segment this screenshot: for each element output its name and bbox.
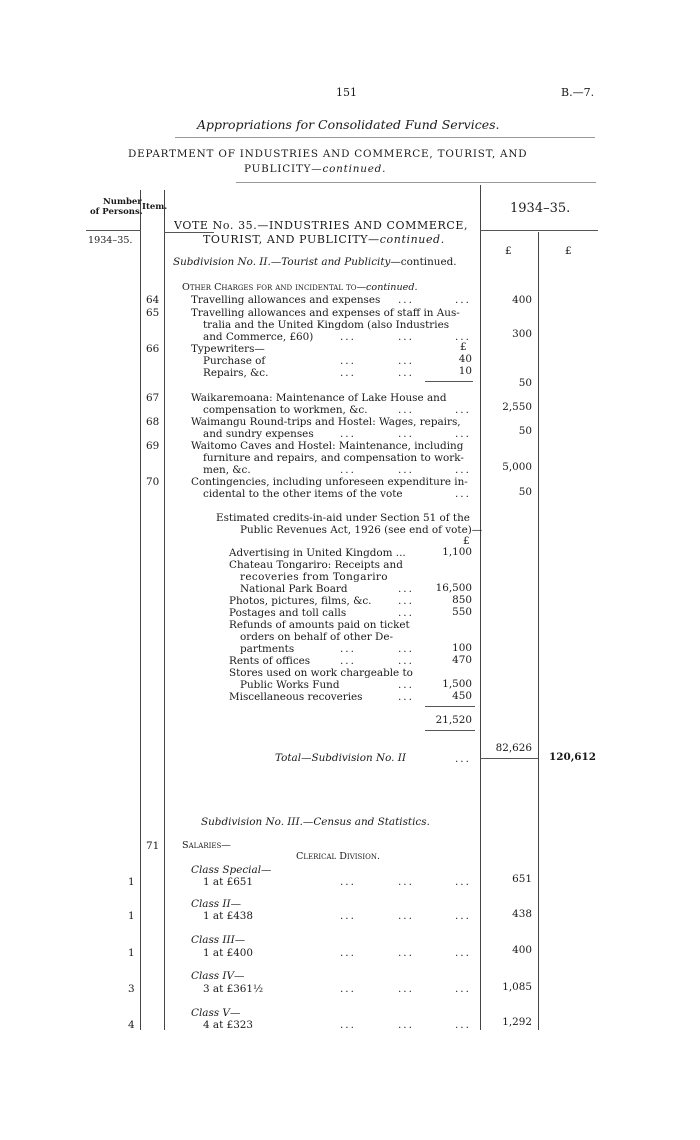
header-persons-label: of Persons. <box>90 207 143 217</box>
salaries-heading: Salaries— <box>182 840 231 851</box>
item-number: 64 <box>146 294 160 306</box>
item-description: men, &c. <box>203 464 251 476</box>
item-description: Waitomo Caves and Hostel: Maintenance, including <box>191 440 464 452</box>
typewriters-purchase-label: Purchase of <box>203 355 266 367</box>
typewriters-repairs-label: Repairs, &c. <box>203 367 269 379</box>
leader-dots: ... <box>398 983 414 995</box>
credit-value: 470 <box>452 654 472 666</box>
credit-value: 550 <box>452 606 472 618</box>
item-description: Typewriters— <box>191 343 265 355</box>
item-description: furniture and repairs, and compensation to work- <box>203 452 464 464</box>
leader-dots: ... <box>455 947 471 959</box>
credit-value: 1,500 <box>442 678 472 690</box>
header-year-left: 1934–35. <box>88 235 133 246</box>
credit-value: 450 <box>452 690 472 702</box>
item-number: 68 <box>146 416 160 428</box>
credits-total: 21,520 <box>435 714 472 726</box>
item-description: Contingencies, including unforeseen expenditure in- <box>191 476 468 488</box>
class-amount: 438 <box>512 908 532 920</box>
class-persons: 1 <box>128 876 135 888</box>
leader-dots: ... <box>398 404 414 416</box>
credits-total-rule <box>425 730 475 731</box>
leader-dots: ... <box>340 1019 356 1031</box>
credits-sum-rule <box>425 706 475 707</box>
leader-dots: ... <box>455 1019 471 1031</box>
credit-value: 1,100 <box>442 546 472 558</box>
vote-title-line2: TOURIST, AND PUBLICITY—continued. <box>203 233 445 246</box>
item-description: and sundry expenses <box>203 428 314 440</box>
item-number: 66 <box>146 343 160 355</box>
leader-dots: ... <box>340 331 356 343</box>
subdivision-3-heading: Subdivision No. III.—Census and Statistics. <box>201 816 430 828</box>
class-detail: 1 at £651 <box>203 876 254 888</box>
item-number: 71 <box>146 840 160 852</box>
credits-intro-line1: Estimated credits-in-aid under Section 51 of the <box>216 512 470 524</box>
credit-label: partments <box>240 643 295 655</box>
subdivision-2-heading: Subdivision No. II.—Tourist and Publicity—continued. <box>173 256 457 268</box>
running-title: Appropriations for Consolidated Fund Services. <box>197 117 500 132</box>
leader-dots: ... <box>340 655 356 667</box>
item-description: tralia and the United Kingdom (also Industries <box>203 319 450 331</box>
item-description: Travelling allowances and expenses <box>191 294 381 306</box>
leader-dots: ... <box>340 428 356 440</box>
class-persons: 1 <box>128 947 135 959</box>
class-persons: 3 <box>128 983 135 995</box>
leader-dots: ... <box>455 983 471 995</box>
leader-dots: ... <box>398 643 414 655</box>
credits-pound-sign: £ <box>463 535 470 547</box>
class-detail: 4 at £323 <box>203 1019 254 1031</box>
leader-dots: ... <box>398 876 414 888</box>
class-name: Class III— <box>191 934 246 946</box>
class-name: Class V— <box>191 1007 241 1019</box>
leader-dots: ... <box>455 876 471 888</box>
credit-value: 100 <box>452 642 472 654</box>
credit-value: 850 <box>452 594 472 606</box>
class-name: Class Special— <box>191 864 272 876</box>
leader-dots: ... <box>398 691 414 703</box>
typewriters-purchase-value: 40 <box>458 353 472 365</box>
leader-dots: ... <box>340 643 356 655</box>
item-description: Waikaremoana: Maintenance of Lake House and <box>191 392 447 404</box>
class-detail: 1 at £400 <box>203 947 254 959</box>
page-number: 151 <box>336 86 357 99</box>
leader-dots: ... <box>398 655 414 667</box>
leader-dots: ... <box>398 294 414 306</box>
subtotal-rule <box>480 758 538 759</box>
pound-sign-col2: £ <box>565 245 572 257</box>
credit-label: recoveries from Tongariro <box>240 571 388 583</box>
credit-label: Photos, pictures, films, &c. <box>229 595 372 607</box>
leader-dots: ... <box>340 367 356 379</box>
amounts-header-rule <box>480 230 598 231</box>
subdivision-2-total: 120,612 <box>549 751 596 763</box>
leader-dots: ... <box>455 753 471 765</box>
item-amount: 5,000 <box>502 461 532 473</box>
leader-dots: ... <box>398 947 414 959</box>
item-description: Travelling allowances and expenses of staff in Aus- <box>191 307 460 319</box>
item-description: cidental to the other items of the vote <box>203 488 403 500</box>
credit-label: orders on behalf of other De- <box>240 631 393 643</box>
credits-intro-line2: Public Revenues Act, 1926 (see end of vote)— <box>240 524 483 536</box>
subdivision-2-subtotal: 82,626 <box>495 742 532 754</box>
other-charges-heading: Other Charges for and incidental to—continued. <box>182 282 418 293</box>
leader-dots: ... <box>455 488 471 500</box>
clerical-division-heading: Clerical Division. <box>296 851 380 862</box>
leader-dots: ... <box>398 679 414 691</box>
leader-dots: ... <box>398 331 414 343</box>
department-title-line2: PUBLICITY—continued. <box>244 163 387 175</box>
leader-dots: ... <box>398 428 414 440</box>
leader-dots: ... <box>455 910 471 922</box>
column-divider-amounts <box>480 185 481 1030</box>
class-name: Class IV— <box>191 970 245 982</box>
typewriters-pound-sign: £ <box>460 341 467 353</box>
leader-dots: ... <box>455 331 471 343</box>
credit-label: Chateau Tongariro: Receipts and <box>229 559 403 571</box>
leader-dots: ... <box>340 355 356 367</box>
class-amount: 1,292 <box>502 1016 532 1028</box>
leader-dots: ... <box>340 876 356 888</box>
credit-label: Miscellaneous recoveries <box>229 691 363 703</box>
department-title-line1: DEPARTMENT OF INDUSTRIES AND COMMERCE, TOURIST, AND <box>128 148 528 160</box>
column-divider-persons <box>140 190 141 1030</box>
item-number: 67 <box>146 392 160 404</box>
class-detail: 3 at £361½ <box>203 983 264 995</box>
leader-dots: ... <box>340 983 356 995</box>
typewriters-repairs-value: 10 <box>458 365 472 377</box>
item-description: and Commerce, £60) <box>203 331 314 343</box>
leader-dots: ... <box>455 404 471 416</box>
class-name: Class II— <box>191 898 242 910</box>
leader-dots: ... <box>398 607 414 619</box>
header-item-label: Item. <box>142 202 168 212</box>
leader-dots: ... <box>398 583 414 595</box>
header-year-right: 1934–35. <box>510 201 571 216</box>
leader-dots: ... <box>340 464 356 476</box>
typewriters-sum-rule <box>425 381 473 382</box>
item-amount: 300 <box>512 328 532 340</box>
column-divider-item <box>164 190 165 1030</box>
leader-dots: ... <box>398 1019 414 1031</box>
leader-dots: ... <box>455 428 471 440</box>
typewriters-total: 50 <box>518 377 532 389</box>
item-amount: 50 <box>518 425 532 437</box>
header-number-label: Number <box>103 197 142 207</box>
leader-dots: ... <box>455 464 471 476</box>
item-amount: 50 <box>518 486 532 498</box>
class-amount: 651 <box>512 873 532 885</box>
credit-label: Postages and toll calls <box>229 607 347 619</box>
pound-sign-col1: £ <box>505 245 512 257</box>
leader-dots: ... <box>398 595 414 607</box>
credit-label: Rents of offices <box>229 655 311 667</box>
credit-label: Public Works Fund <box>240 679 340 691</box>
class-amount: 400 <box>512 944 532 956</box>
credit-label: Advertising in United Kingdom ... <box>229 547 406 559</box>
class-detail: 1 at £438 <box>203 910 254 922</box>
credit-label: Refunds of amounts paid on ticket <box>229 619 410 631</box>
item-number: 69 <box>146 440 160 452</box>
vote-title-line1: VOTE No. 35.—INDUSTRIES AND COMMERCE, <box>174 219 469 232</box>
leader-dots: ... <box>398 464 414 476</box>
leader-dots: ... <box>340 947 356 959</box>
leader-dots: ... <box>340 910 356 922</box>
item-description: Waimangu Round-trips and Hostel: Wages, repairs, <box>191 416 461 428</box>
item-description: compensation to workmen, &c. <box>203 404 368 416</box>
credit-value: 16,500 <box>435 582 472 594</box>
credit-label: National Park Board <box>240 583 348 595</box>
leader-dots: ... <box>398 355 414 367</box>
class-amount: 1,085 <box>502 981 532 993</box>
item-number: 65 <box>146 307 160 319</box>
title-rule <box>175 137 595 138</box>
item-number: 70 <box>146 476 160 488</box>
persons-header-rule <box>86 230 141 231</box>
subdivision-2-total-label: Total—Subdivision No. II <box>275 752 406 764</box>
class-persons: 1 <box>128 910 135 922</box>
credit-label: Stores used on work chargeable to <box>229 667 413 679</box>
item-amount: 400 <box>512 294 532 306</box>
document-code: B.—7. <box>561 86 595 99</box>
leader-dots: ... <box>455 294 471 306</box>
column-divider-totals <box>538 232 539 1030</box>
leader-dots: ... <box>398 910 414 922</box>
class-persons: 4 <box>128 1019 135 1031</box>
leader-dots: ... <box>398 367 414 379</box>
item-amount: 2,550 <box>502 401 532 413</box>
department-rule <box>236 182 596 183</box>
